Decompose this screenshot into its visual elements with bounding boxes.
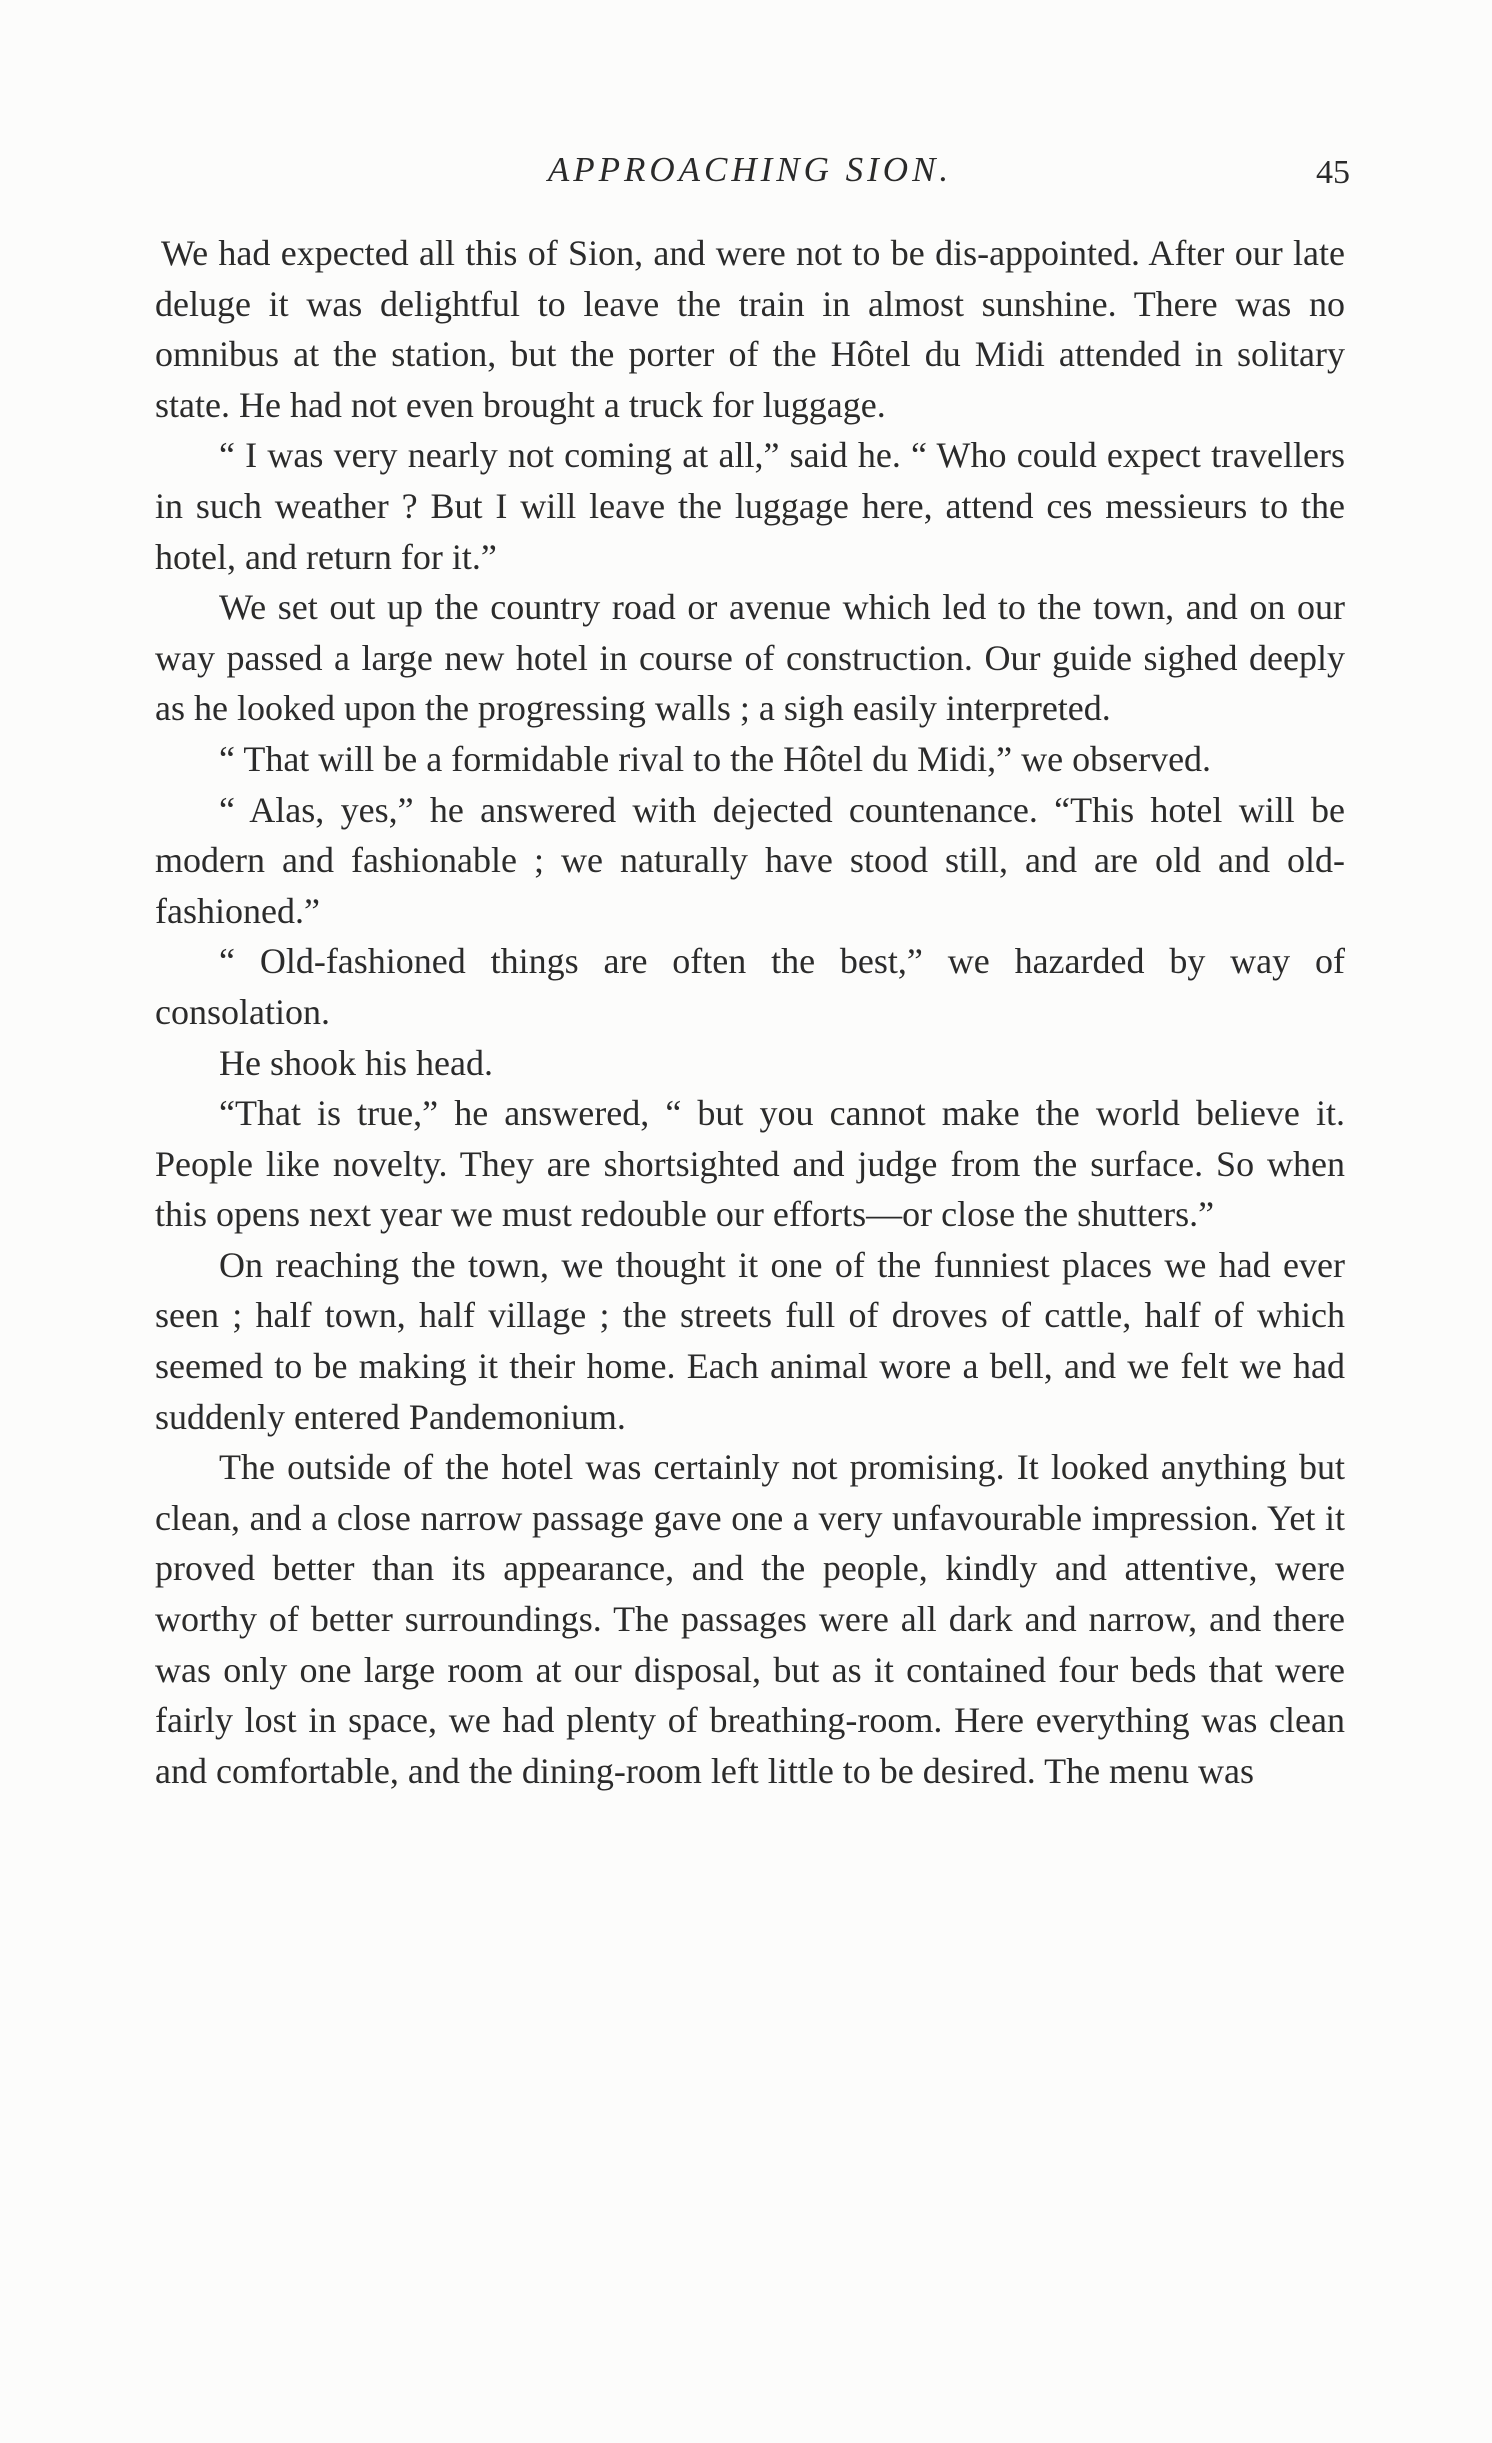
- page-number: 45: [1316, 154, 1350, 191]
- paragraph: We had expected all this of Sion, and were not to be dis-appointed. After our late deluge it was delightful to leave the train in almost sunshine. There was no omnibus at the station, but the porter of the Hôtel du Midi attended in solitary state. He had not even brought a truck for luggage.: [155, 233, 1345, 425]
- body-text: [155, 228, 1345, 1796]
- paragraph: “ That will be a formidable rival to the Hôtel du Midi,” we observed.: [219, 738, 1212, 779]
- running-title: APPROACHING SION.: [547, 150, 953, 189]
- paragraph: “ Alas, yes,” he answered with dejected countenance. “This hotel will be modern and fashionable ; we naturally have stood still, and are old and old-fashioned.”: [155, 789, 1345, 931]
- paragraph: “That is true,” he answered, “ but you cannot make the world believe it. People like novelty. They are shortsighted and judge from the surface. So when this opens next year we must redouble our efforts—or close the shutters.”: [155, 1093, 1345, 1235]
- paragraph: We set out up the country road or avenue which led to the town, and on our way passed a large new hotel in course of construction. Our guide sighed deeply as he looked upon the progressing walls ; a sigh easily interpreted.: [155, 587, 1345, 729]
- paragraph: “ Old-fashioned things are often the best,” we hazarded by way of consolation.: [155, 941, 1345, 1032]
- paragraph: “ I was very nearly not coming at all,” said he. “ Who could expect travellers in such weather ? But I will leave the luggage here, attend ces messieurs to the hotel, and return for it.”: [155, 435, 1345, 577]
- page-header: [150, 150, 1350, 210]
- paragraph: On reaching the town, we thought it one of the funniest places we had ever seen ; half town, half village ; the streets full of droves of cattle, half of which seemed to be making it their home. Each animal wore a bell, and we felt we had suddenly entered Pandemonium.: [155, 1244, 1345, 1437]
- paragraph: He shook his head.: [219, 1042, 493, 1083]
- paragraph: The outside of the hotel was certainly not promising. It looked anything but clean, and a close narrow passage gave one a very unfavourable impression. Yet it proved better than its appearance, and the people, kindly and attentive, were worthy of better surroundings. The passages were all dark and narrow, and there was only one large room at our disposal, but as it contained four beds that were fairly lost in space, we had plenty of breathing-room. Here everything was clean and comfortable, and the dining-room left little to be desired. The menu was: [155, 1447, 1345, 1791]
